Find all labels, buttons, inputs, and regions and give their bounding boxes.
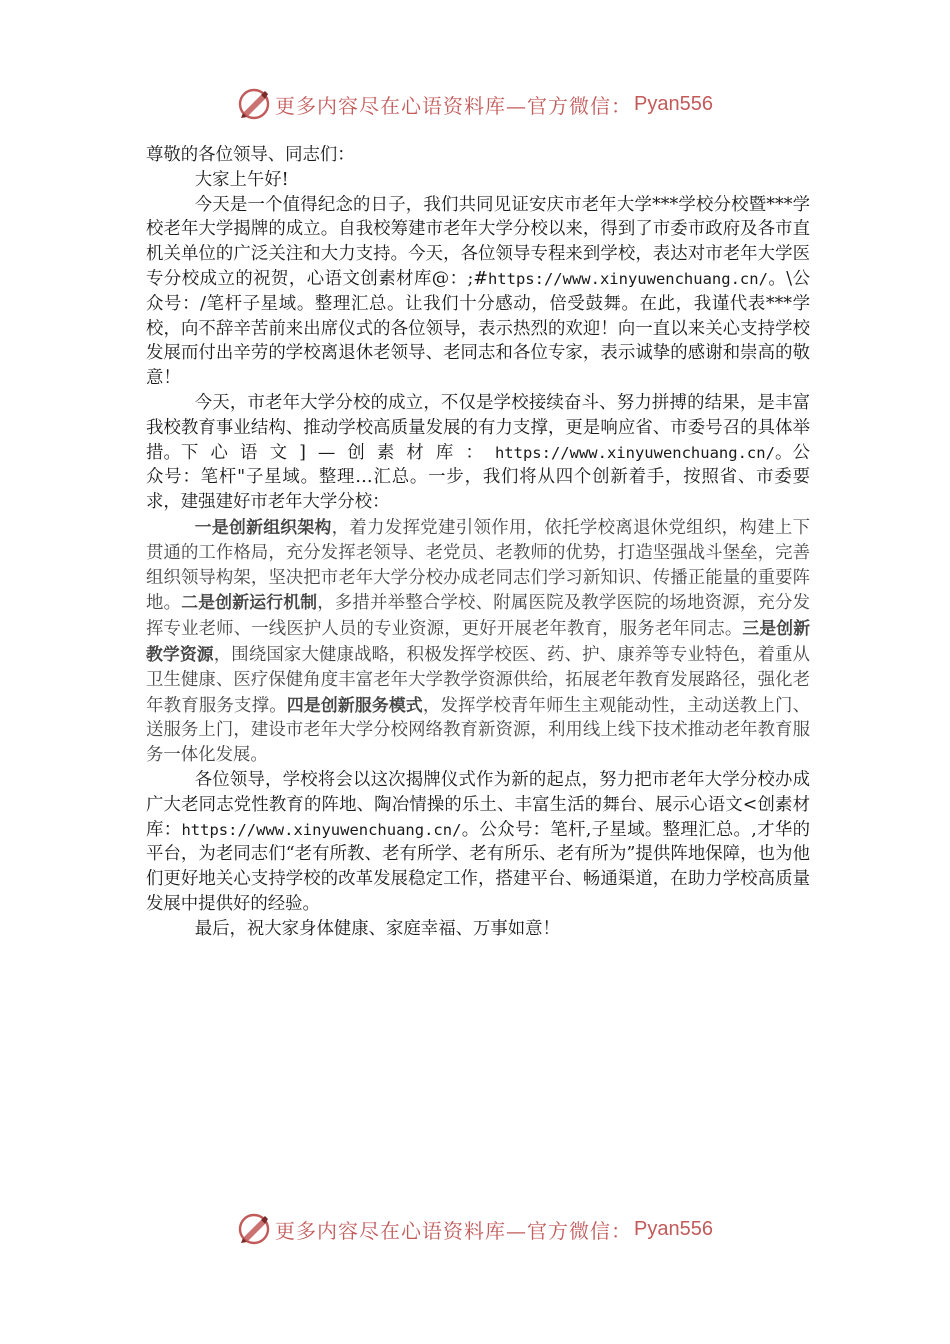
greeting: 大家上午好!	[194, 169, 289, 190]
paragraph-4-url: https://www.xinyuwenchuang.cn/	[181, 820, 462, 839]
document-body	[146, 143, 810, 942]
wechat-id: Pyan556	[634, 92, 713, 115]
wechat-id: Pyan556	[634, 1217, 713, 1240]
innovation-2-heading: 二是创新运行机制	[181, 592, 318, 613]
innovation-2-text: ，多措并举整合学校、附属医院及教学医院的场地资源，充分发挥专业老师、一线医护人员的专业资源，更好开展老年教育，服务老年同志。	[146, 593, 810, 640]
innovation-3-heading: 三是创新教学资源	[146, 618, 810, 664]
salutation: 尊敬的各位领导、同志们：	[146, 145, 355, 165]
paragraph-2	[146, 391, 810, 515]
paragraph-1-text-a: 今天是一个值得纪念的日子，我们共同见证安庆市老年大学***学校分校暨***学校老年大学揭牌的成立。自我校筹建市老年大学分校以来，得到了市委市政府及各市直机关单位的广泛关注和大力支持。今天，各位领导专程来到学校，表达对市老年大学医专分校成立的祝贺，心语文创素材库@：;#	[146, 194, 810, 289]
closing: 最后，祝大家身体健康、家庭幸福、万事如意！	[194, 918, 560, 939]
paragraph-2-text-a: 今天，市老年大学分校的成立，不仅是学校接续奋斗、努力拼搏的结果，是丰富我校教育事业结构、推动学校高质量发展的有力支撑，更是响应省、市委号召的具体举措。	[146, 392, 810, 463]
pen-logo-icon	[237, 87, 271, 121]
innovation-1-text: ，着力发挥党建引领作用，依托学校离退休党组织，构建上下贯通的工作格局，充分发挥老领导、老党员、老教师的优势，打造坚强战斗堡垒，完善组织领导构架，坚决把市老年大学分校办成老同志们学习新知识、传播正能量的重要阵地。	[146, 517, 810, 614]
paragraph-2-text-b: 下心语文]—创素材库：	[181, 442, 495, 463]
paragraph-1	[146, 193, 810, 391]
paragraph-1-url: https://www.xinyuwenchuang.cn/	[487, 269, 768, 288]
banner-text: 更多内容尽在心语资料库—官方微信：	[275, 1218, 633, 1243]
header-banner	[0, 84, 950, 124]
footer-banner	[0, 1209, 950, 1249]
paragraph-4-text-b: 。公众号：笔杆,子星域。整理汇总。,才华的平台，为老同志们“老有所教、老有所学、老有所乐、老有所为”提供阵地保障，也为他们更好地关心支持学校的改革发展稳定工作，搭建平台、畅通渠道，在助力学校高质量发展中提供好的经验。	[146, 819, 810, 914]
paragraph-2-text-c: 。公众号：笔杆"子星域。整理…汇总。一步，我们将从四个创新着手，按照省、市委要求，建强建好市老年大学分校：	[146, 442, 810, 513]
innovation-3-text: ，围绕国家大健康战略，积极发挥学校医、药、护、康养等专业特色，着重从卫生健康、医疗保健角度丰富老年大学教学资源供给，拓展老年教育发展路径，强化老年教育服务支撑。	[146, 644, 810, 716]
banner-text: 更多内容尽在心语资料库—官方微信：	[275, 93, 633, 118]
pen-logo-icon	[237, 1212, 271, 1246]
paragraph-3	[146, 515, 810, 768]
innovation-4-text: ，发挥学校青年师生主观能动性，主动送教上门、送服务上门，建设市老年大学分校网络教育新资源，利用线上线下技术推动老年教育服务一体化发展。	[146, 695, 810, 766]
paragraph-1-text-b: 。\公众号：/笔杆子星域。整理汇总。让我们十分感动，倍受鼓舞。在此，我谨代表***学校，向不辞辛苦前来出席仪式的各位领导，表示热烈的欢迎！向一直以来关心支持学校发展而付出辛劳的学校离退休老领导、老同志和各位专家，表示诚挚的感谢和崇高的敬意！	[146, 268, 810, 389]
paragraph-4-text-a: 各位领导，学校将会以这次揭牌仪式作为新的起点，努力把市老年大学分校办成广大老同志党性教育的阵地、陶冶情操的乐土、丰富生活的舞台、展示心语文<创素材库：	[146, 769, 810, 840]
paragraph-2-url: https://www.xinyuwenchuang.cn/	[494, 443, 775, 462]
innovation-4-heading: 四是创新服务模式	[286, 694, 423, 715]
paragraph-4	[146, 768, 810, 917]
innovation-1-heading: 一是创新组织架构	[194, 516, 332, 537]
